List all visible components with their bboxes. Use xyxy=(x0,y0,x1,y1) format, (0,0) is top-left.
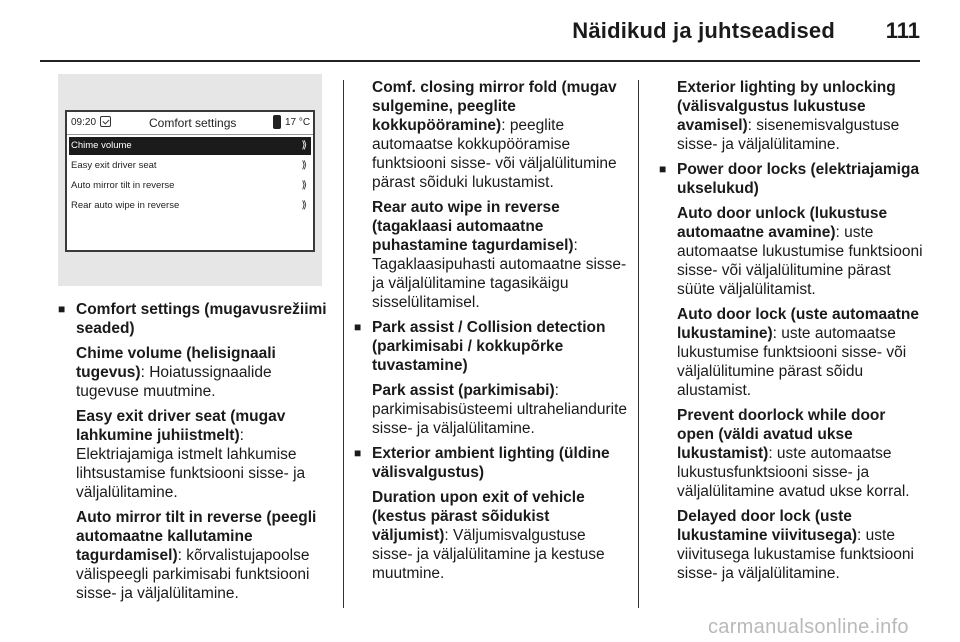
setting-item: Delayed door lock (uste lukustamine viivitusega): uste viivitusega lukustamise funktsiooni sisse- ja väljalülitamine. xyxy=(677,508,914,582)
setting-item: Exterior lighting by unlocking (välisvalgustus lukustuse avamisel): sisenemisvalgustuse sisse- ja väljalülitamine. xyxy=(677,79,900,153)
page-title: Näidikud ja juhtseadised xyxy=(572,18,835,43)
display-screenshot xyxy=(58,74,322,286)
watermark: carmanualsonline.info xyxy=(708,616,909,638)
section-heading: ■ Power door locks (elektriajamiga ukselukud) xyxy=(659,160,923,198)
column-3 xyxy=(659,78,923,589)
outside-temperature: 17 °C xyxy=(285,117,311,128)
setting-item: Easy exit driver seat (mugav lahkumine juhiistmelt): Elektriajamiga istmelt lahkumise lihtsustamise funktsiooni sisse- ja väljalülitamine. xyxy=(76,408,306,501)
menu-item-mirror-tilt[interactable] xyxy=(69,177,311,195)
column-divider-2 xyxy=(638,80,639,608)
chevron-right-icon: ⟫ xyxy=(301,140,307,151)
column-2 xyxy=(354,78,630,589)
display-status-bar xyxy=(67,112,313,135)
menu-item-label: Easy exit driver seat xyxy=(71,160,157,171)
settings-icon xyxy=(100,116,111,127)
setting-item: Auto door unlock (lukustuse automaatne avamine): uste automaatse lukustumise funktsiooni sisse- või väljalülitumine pärast süüte väljalülitamist. xyxy=(677,205,923,298)
menu-item-label: Chime volume xyxy=(71,140,132,151)
display-clock: 09:20 xyxy=(71,117,97,128)
chevron-right-icon: ⟫ xyxy=(301,160,307,171)
header-divider xyxy=(40,60,920,62)
menu-item-easy-exit[interactable] xyxy=(69,157,311,175)
menu-item-label: Auto mirror tilt in reverse xyxy=(71,180,175,191)
setting-item: Comf. closing mirror fold (mugav sulgemine, peeglite kokkupööramine): peeglite automaatse kokkupööramise funktsiooni sisse- või väljalülitumine pärast sõiduki lukustamist. xyxy=(372,79,617,191)
section-heading: ■ Comfort settings (mugavusrežiimi seaded) xyxy=(58,300,338,338)
section-heading: ■ Park assist / Collision detection (parkimisabi / kokkupõrke tuvastamine) xyxy=(354,318,630,375)
menu-item-rear-wipe[interactable] xyxy=(69,197,311,215)
chevron-right-icon: ⟫ xyxy=(301,200,307,211)
menu-item-chime-volume[interactable] xyxy=(69,137,311,155)
section-heading: ■ Exterior ambient lighting (üldine välisvalgustus) xyxy=(354,444,630,482)
chevron-right-icon: ⟫ xyxy=(301,180,307,191)
info-display xyxy=(65,110,315,252)
setting-item: Rear auto wipe in reverse (tagaklaasi automaatne puhastamine tagurdamisel): Tagaklaasipuhasti automaatne sisse- ja väljalülitamine tagasikäigu sisselülitamisel. xyxy=(372,199,627,311)
display-title: Comfort settings xyxy=(149,116,237,130)
page-number: 111 xyxy=(885,18,920,43)
setting-item: Auto mirror tilt in reverse (peegli automaatne kallutamine tagurdamisel): kõrvalistujapoolse välispeegli parkimisabi funktsiooni sisse- ja väljalülitamine. xyxy=(76,509,317,602)
setting-item: Duration upon exit of vehicle (kestus pärast sõidukist väljumist): Väljumisvalgustuse sisse- ja väljalülitamine ja kestuse muutmine. xyxy=(372,489,605,582)
setting-item: Prevent doorlock while door open (väldi avatud ukse lukustamist): uste automaatse lukustusfunktsiooni sisse- ja väljalülitamine avatud ukse korral. xyxy=(677,407,910,500)
column-1 xyxy=(58,300,338,609)
setting-item: Auto door lock (uste automaatne lukustamine): uste automaatse lukustumise funktsiooni sisse- või väljalülitumine pärast sõidu alustamist. xyxy=(677,306,919,399)
menu-item-label: Rear auto wipe in reverse xyxy=(71,200,180,211)
column-divider-1 xyxy=(343,80,344,608)
setting-item: Park assist (parkimisabi): parkimisabisüsteemi ultraheliandurite sisse- ja väljalülitamine. xyxy=(372,382,628,437)
thermometer-icon xyxy=(273,115,281,129)
setting-item: Chime volume (helisignaali tugevus): Hoiatussignaalide tugevuse muutmine. xyxy=(76,345,276,400)
